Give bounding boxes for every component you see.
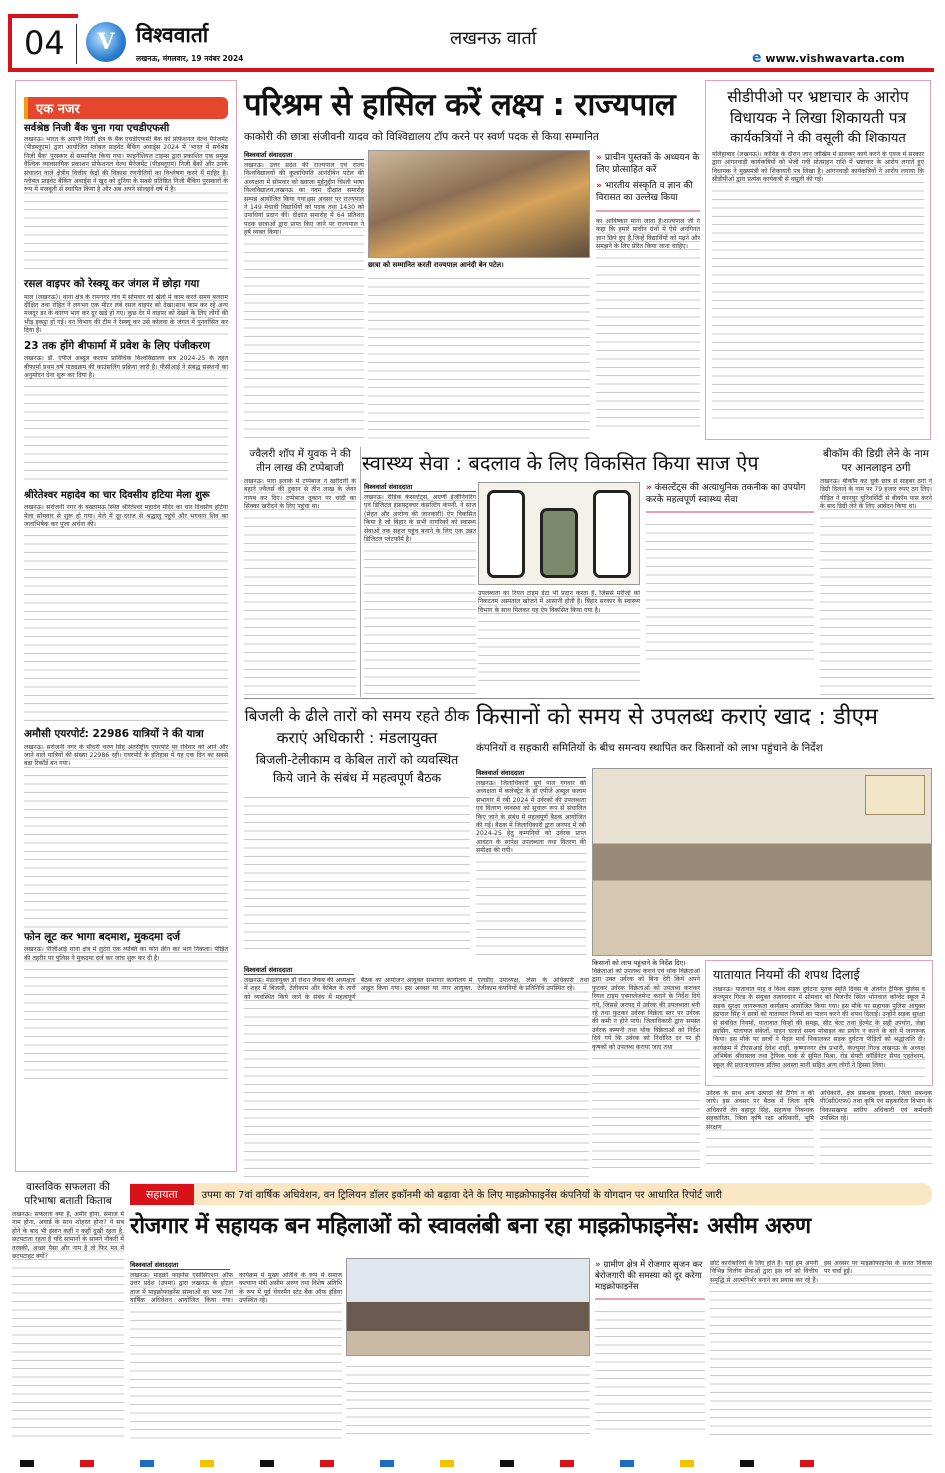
governor-photo xyxy=(368,150,590,258)
jewel-article xyxy=(244,447,356,696)
report-release-photo xyxy=(346,1258,590,1356)
logo-globe-icon: V xyxy=(86,22,126,62)
micro-tag: सहायता xyxy=(130,1184,194,1205)
article-title: अमौसी एयरपोर्ट: 22986 यात्रियों ने की यात्रा xyxy=(24,728,204,741)
dm-caption: किसानों को लाभ पहुंचाने के निर्देश दिए। xyxy=(592,959,686,967)
bullet-item: » प्राचीन पुस्तकों के अध्ययन के लिए प्रोत्साहित करें xyxy=(596,153,700,175)
micro-kicker-bar xyxy=(130,1183,932,1205)
bullet-item: » भारतीय संस्कृति व ज्ञान की विरासत का उल्लेख किया xyxy=(596,181,693,203)
chevron-icon: » xyxy=(596,153,602,163)
power-subhead: बिजली-टेलीकाम व केबिल तारों को व्यवस्थित किये जाने के संबंध में महत्वपूर्ण बैठक xyxy=(255,752,459,785)
app-headline: स्वास्थ्य सेवा : बदलाव के लिए विकसित किया साज ऐप xyxy=(362,451,759,475)
article-title: फोन लूट कर भागा बदमाश, मुकदमा दर्ज xyxy=(24,930,181,943)
page-number: 04 xyxy=(24,24,65,62)
phone-icon xyxy=(540,508,578,578)
micro-headline: रोजगार में सहायक बन महिलाओं को स्वावलंबी बना रहा माइक्रोफाइनेंस: असीम अरुण xyxy=(130,1213,811,1239)
power-body: लखनऊ। मंडलायुक्त डॉ रोशन जैकब की अध्यक्षता में शहर में बिजली, टेलीकाम और केबिल के तारों को व्यवस्थित किये जाने के संबंध में महत्वपूर्ण बैठक का आयोजन आयुक्त सभागार कार्यालय में आहूत किया गया। इस अवसर पर नगर आयुक्त, एलडीए उपाध्यक्ष, लेसा के अधिकारी तथा टेलीकाम कंपनियों के प्रतिनिधि उपस्थित रहे। xyxy=(244,977,589,1177)
app-body-right xyxy=(646,518,814,666)
app-body-2: उपलब्धता का रियल टाइम डेटा भी प्रदान करता है, जिससे मरीजों को निकटतम अस्पताल खोजने में आसानी होती है। बिहार सरकार के स्वास्थ्य विभाग के साथ मिलकर यह ऐप विकसित किया गया है। xyxy=(478,590,640,685)
dm-subhead: कंपनियों व सहकारी समितियों के बीच समन्वय स्थापित कर किसानों को लाभ पहुंचाने के निर्देश xyxy=(476,742,823,754)
article-body: लखनऊ। भारत के अग्रणी निजी क्षेत्र के बैंक एचडीएफसी बैंक को प्रोफेशनल वेल्थ मैनेजमेंट (पीडब्लूएम) द्वारा आयोजित ग्लोबल प्राइवेट बैंकिंग अवार्ड्स 2024 में 'भारत में सर्वश्रेष्ठ निजी बैंक' पुरस्कार से सम्मानित किया गया। फाइनेंशियल टाइम्स द्वारा प्रकाशित एक प्रमुख वैश्विक व्यावसायिक प्रकाशन प्रोफेशनल वेल्थ मैनेजमेंट (पीडब्लूएम) निजी बैंकों और उनके संचालन वाले क्षेत्रीय वित्तीय केंद्रों की विकास रणनीतियों का विश्लेषण करने में माहिर है। ग्लोबल प्राइवेट बैंकिंग अवार्ड्स ने खुद को दुनिया के सबसे प्रतिष्ठित निजी बैंकिंग पुरस्कारों के रूप में मजबूती से स्थापित किया है और अब अपने सोलहवें वर्ष में है। xyxy=(24,136,228,276)
bcom-headline: बीकॉम की डिग्री लेने के नाम पर आनलाइन ठगी xyxy=(822,448,930,474)
article-body: लखनऊ। डॉ. एपीजे अब्दुल कलाम प्राविधिक विश्वविद्यालय सत्र 2024-25 के तहत बीफार्मा प्रथम वर्ष पाठ्यक्रम की काउंसलिंग प्रक्रिया जारी है। पीसीआई ने संबद्ध संस्थानों का अनुमोदन देना शुरू कर दिया है। xyxy=(24,355,228,487)
lead-col1 xyxy=(244,150,364,440)
book-body: लखनऊ। सफलता क्या है, अमीर होना, समाज में नाम होना, अवार्ड के साथ शोहरत होना? ये सब होने के बाद भी इंसान कहीं न कहीं दुखी रहता है, छटपटाता रहता है यदि सामानों के सामने नौकरी में तरक्की, अच्छा पैसा और नाम है तो फिर मन में छटपटाहट क्यों? xyxy=(12,1211,124,1443)
phone-icon xyxy=(487,490,525,578)
dateline: लखनऊ, मंगलवार, 19 नवंबर 2024 xyxy=(136,54,244,63)
lead-headline: परिश्रम से हासिल करें लक्ष्य : राज्यपाल xyxy=(244,87,676,123)
micro-body-2: छोटे कारोबारियों के लिए होते हैं। यहां हम अपनी विभिन्न वित्तीय सेवाओं द्वारा इस वर्ग को वित्तीय समृद्धि से आत्मनिर्भर बनाने का प्रयास कर रहे हैं। इस अवसर पर माइक्रोफाइनेंस के सतत विकास पर चर्चा हुई। xyxy=(710,1260,932,1436)
power-col xyxy=(244,965,589,1177)
bullet-item: » कंसल्टेंट्स की अत्याधुनिक तकनीक का उपयोग करके महत्वपूर्ण स्वास्थ्य सेवा xyxy=(646,483,806,505)
lead-body: लखनऊ। उत्तर प्रदेश की राज्यपाल एवं राज्य विश्वविद्यालयों की कुलाधिपति आनंदीबेन पटेल की अध्यक्षता में सोमवार को ख्वाजा मुईनुद्दीन चिश्ती भाषा विश्वविद्यालय,लखनऊ का नवम दीक्षांत समारोह सम्पन्न आयोजित किया गया।इस अवसर पर राज्यपाल ने 149 मेधावी विद्यार्थियों को पदक तथा 1430 को उपाधियां प्रदान कीं। दीक्षांत समारोह में 64 प्रतिशत पदक छात्राओं द्वारा प्राप्त किए जाने पर राज्यपाल ने हर्ष व्यक्त किया। xyxy=(244,162,364,440)
jewel-headline: ज्वैलरी शॉप में युवक ने की तीन लाख की टप्पेबाजी xyxy=(249,448,351,474)
article-body: लखनऊ। सरोजनी नगर के बख्तामऊ स्थित श्रीरेतेश्वर महादेव मंदिर का चार दिवसीय हटिया मेला सोमवार से शुरू हो गया। मेले में दूर-दराज से श्रद्धालु पहुंचे और भगवान शिव का जलाभिषेक कर पूजा अर्चना की। xyxy=(24,504,228,726)
book-article xyxy=(12,1180,124,1443)
meeting-photo xyxy=(592,768,932,956)
lead-bullets xyxy=(596,152,700,433)
power-headline: बिजली के ढीले तारों को समय रहते ठीक कराएं अधिकारी : मंडलायुक्त xyxy=(244,707,470,747)
section-title: लखनऊ वार्ता xyxy=(450,28,537,49)
byline: विश्ववार्ता संवाददाता xyxy=(244,965,354,975)
bcom-body: लखनऊ। बीकॉम कर चुके छात्र से साइबर ठगों ने डिग्री दिलाने के नाम पर 79 हजार रुपए ठग लिए। पीड़ित ने कानपुर यूनिवर्सिटी से बीकॉम पास करने के बाद डिग्री लेने के लिए आवेदन किया था। xyxy=(820,478,932,696)
micro-body-mid xyxy=(346,1360,590,1436)
byline: विश्ववार्ता संवाददाता xyxy=(130,1260,230,1270)
dm-headline: किसानों को समय से उपलब्ध कराएं खाद : डीएम xyxy=(476,704,878,730)
article-body: लखनऊ। पीजीआई थाना क्षेत्र में लुटेरा एक व्यक्ति का फोन छीन कर भाग निकला। पीड़ित की तहरीर पर पुलिस ने मुकदमा दर्ज कर जांच शुरू कर दी है। xyxy=(24,946,228,1081)
paper-title: विश्ववार्ता xyxy=(136,23,209,47)
chevron-icon: » xyxy=(596,181,602,191)
website-url[interactable]: www.vishwavarta.com xyxy=(765,52,905,65)
micro-col1 xyxy=(130,1260,342,1444)
website[interactable] xyxy=(752,50,905,66)
cdpo-headline-2: विधायक ने लिखा शिकायती पत्र xyxy=(729,109,907,127)
byline: विश्ववार्ता संवाददाता xyxy=(476,768,586,778)
micro-right xyxy=(595,1260,705,1430)
app-body: लखनऊ। रीडिक कंसल्टेंट्स, अग्रणी इंजीनियरिंग एवं डिजिटल इंफ्रास्ट्रक्चर कंसल्टिंग कंपनी, ने साज (सेहत और आरोग्य की जानकारी) ऐप विकसित किया है जो बिहार के सभी नागरिकों को स्वास्थ्य सेवाओं तक सहज पहुंच बनाने के लिए एक उन्नत डिजिटल प्लेटफॉर्म है। xyxy=(364,494,476,696)
book-headline: वास्तविक सफलता की परिभाषा बताती किताब xyxy=(24,1181,112,1207)
traffic-headline: यातायात नियमों की शपथ दिलाई xyxy=(713,967,860,982)
ek-nazar-banner: एक नजर xyxy=(24,97,228,119)
app-col1 xyxy=(364,482,476,696)
dm-body: लखनऊ। जिलाधिकारी सूर्य पाल गंगवार की अध्यक्षता में कलेक्ट्रेट के डॉ एपीजे अब्दुल कलाम सभागार में रबी 2024 में उर्वरकों की उपलब्धता एवं वितरण व्यवस्था को सुचारू रूप से संचालित किए जाने के संबंध में महत्वपूर्ण बैठक आयोजित की गई। बैठक में जिलाधिकारी द्वारा जनपद में रबी 2024-25 हेतु कम्पनियों को उर्वरक प्राप्त आवंटन के सापेक्ष उपलब्धता तथा वितरण की समीक्षा की गयी। xyxy=(476,780,586,960)
divider xyxy=(360,447,361,697)
dm-body-4: अधिकारी, क्षेत्र प्रबन्धक इफको, जिला प्रबन्धक पी0सी0एफ0 तथा कृषि एवं सहकारिता विभाग के विकासखण्ड स्तरीय अधिकारी एवं कर्मचारी उपस्थित रहे। xyxy=(820,1090,932,1168)
browser-icon: e xyxy=(752,50,762,66)
lead-subhead: काकोरी की छात्रा संजीवनी यादव को विश्विद्यालय टॉप करने पर स्वर्ण पदक से किया सम्मानित xyxy=(244,131,599,143)
dm-col1 xyxy=(476,768,586,960)
dm-body-3: उर्वरक के साथ अन्य उत्पादों की टैगिंग न की जाये। इस अवसर पर बैठक में जिला कृषि अधिकारी तेग बहादुर सिंह, सहायक निबन्धक सहकारिता, जिला कृषि रक्षा अधिकारी, भूमि संरक्षण xyxy=(706,1090,814,1168)
power-body-top xyxy=(244,791,470,951)
cdpo-body: मलिहाबाद (लखनऊ)। कोविड के दौरान जान जोखिम में डालकर कार्य करने के एवज में सरकार द्वारा आंगनवाड़ी कार्यकत्रियों को भेजी गयी प्रोत्साहन राशि में भ्रष्टाचार के आरोप लगाते हुए विधायक ने मुख्यमंत्री को शिकायती पत्र लिखा है। आंगनवाड़ी कार्यकत्रियों ने आरोप लगाया कि सीडीपीओ द्वारा प्रत्येक कार्यकत्री से वसूली की गई। xyxy=(712,151,924,421)
chevron-icon: » xyxy=(646,483,652,493)
micro-body-right xyxy=(595,1305,705,1430)
chevron-icon: » xyxy=(595,1260,601,1270)
hall-sign xyxy=(865,775,925,815)
byline: विश्ववार्ता संवाददाता xyxy=(364,482,476,492)
divider xyxy=(244,698,934,699)
article-body: लखनऊ। सरोजनी नगर के चौधरी चरण सिंह अंतर्राष्ट्रीय एयरपोर्ट पर रविवार को आने और जाने वाले यात्रियों की संख्या 22986 रही। एयरपोर्ट के इतिहास में यह एक दिन का सबसे बड़ा रिकॉर्ड बन गया। xyxy=(24,744,228,929)
app-right xyxy=(646,482,814,666)
traffic-box xyxy=(705,960,933,1086)
photo-caption: छात्रा को सम्मानित करती राज्यपाल आनंदी बेन पटेल। xyxy=(368,261,504,269)
byline: विश्ववार्ता संवाददाता xyxy=(244,150,364,160)
article-title: सर्वश्रेष्ठ निजी बैंक चुना गया एचडीएफसी xyxy=(24,123,170,134)
lead-body-mid xyxy=(368,272,590,440)
article-body: माल (लखनऊ)। थाना क्षेत्र के रामनगर गांव में सोमवार को खेतों में काम करते समय बलराम दीक्षित तथा रोहित ने लगभग एक मीटर लंबे रसल वाइपर को देखा।साथ काम कर रहे अन्य मजदूर डर के कारण भाग कर दूर खड़े हो गए। कुछ देर में वाइपर को देखने के लिए लोगों की भीड़ इकट्ठा हो गई। वन विभाग की टीम ने रेस्क्यू कर उसे कोलवा के जंगल में पुनर्वासित कर दिया है। xyxy=(24,294,228,338)
traffic-body: लखनऊ। यातायात माह व विश्व सड़क दुर्घटना मृतक स्मृति दिवस के अंतर्गत ट्रैफिक पुलिस व कंज्यूमर गिल्ड के संयुक्त तत्वावधान में सोमवार को बिजनौर स्थित भोनवाल कॉन्वेंट स्कूल में सड़क सुरक्षा जागरूकता कार्यक्रम आयोजित किया गया। इस मौके पर सहायक पुलिस आयुक्त इंद्रपाल सिंह ने छात्रों को यातायात नियमों का पालन करने की शपथ दिलाई। उन्होंने सड़क सुरक्षा से संबंधित नियमों, यातायात चिन्हों की समझ, सीट बेल्ट तथा हेल्मेट के सही उपयोग, जेब्रा क्रासिंग, यातायात संकेतों, वाहन चलाते समय मोबाइल का प्रयोग न करने के बारे में जागरूक किया। इस मौके पर छात्रों ने पैदल मार्च निकालकर सड़क दुर्घटना पीड़ितों को श्रद्धांजलि दी। कार्यक्रम में टीएसआई देवेश शाही, कृष्णानगर क्षेत्र प्रभारी, कंज्यूमर गिल्ड लखनऊ के अध्यक्ष अभिषेक श्रीवास्तव तथा ट्रैफिक पार्क से सुमित मिश्रा, रोड सेफ्टी कॉर्डिनेटर सैयद एहतेशाम, स्कूल की प्रधानाध्यापक प्रतिमा अवस्ता मानी सहित अन्य लोगों ने हिस्सा लिया। xyxy=(713,986,925,1082)
article-title: श्रीरेतेश्वर महादेव का चार दिवसीय हटिया मेला शुरू xyxy=(24,490,210,502)
masthead-rule xyxy=(8,68,934,72)
cdpo-box xyxy=(705,80,931,440)
left-column xyxy=(15,80,237,1172)
jewel-body: लखनऊ। पारा इलाके में टप्पेबाज ने खरीदारी के बहाने ज्वैलर्स की दुकान से तीन लाख के जेवर गायब कर दिए। टप्पेबाज दुकान पर चांदी का सिक्का खरीदने के लिए पहुंचा था। xyxy=(244,478,356,696)
lead-body-right: का आविष्कार माना जाता है।राज्यपाल जी ने कहा कि हमारे प्राचीन ग्रंथों में ऐसे अनगिनत ज्ञान छिपे हुए हैं,जिन्हें विद्यार्थियों को पढ़ने और समझने के लिए प्रेरित किया जाना चाहिए। xyxy=(596,218,700,433)
app-screenshot xyxy=(478,482,640,585)
bullet-item: » ग्रामीण क्षेत्र में रोजगार सृजन कर बेरोजगारी की समस्या को दूर करेगा माइक्रोफाइनेंस xyxy=(595,1260,703,1292)
dm-body-2: विक्रेताओं को उपलब्ध कराने एवं थोक विक्रेताओं द्वारा उक्त उर्वरक को बिना देरी किये अपने फुटकर उर्वरक विक्रेताओं को उपलब्ध कराकर रियल टाइम एक्नालेजमेन्ट कराने के निर्देश दिये गये, जिससे जनपद में उर्वरक की उपलब्धता बनी रहे तथा फुटकर उर्वरक विक्रेता स्तर पर उर्वरक की कमी न होने पाये। जिलाधिकारी द्वारा समस्त उर्वरक कम्पनी तथा थोक विक्रेताओं को निर्देश दिये गये कि उर्वरक को निर्धारित दर पर ही कृषकों को उपलब्ध कराया जाए तथा xyxy=(592,968,700,1168)
power-article xyxy=(244,705,470,951)
cdpo-headline-1: सीडीपीओ पर भ्रष्टाचार के आरोप xyxy=(727,88,909,106)
article-title: रसल वाइपर को रेस्क्यू कर जंगल में छोड़ा गया xyxy=(24,278,200,290)
micro-body: लखनऊ। माइक्रो फाइनेंस एसोसिएशन ऑफ उत्तर प्रदेश (उपमा) द्वारा लखनऊ के होटल ताज में माइक्रोफाइनेंस संस्थाओं का भव्य 7वां वार्षिक अधिवेशन आयोजित किया गया। कार्यक्रम में मुख्य अतिथि के रूप में समाज कल्याण मंत्री असीम अरुण तथा विशेष अतिथि के रूप में पूर्व चेयरमैन स्टेट बैंक ऑफ इंडिया उपस्थित रहे। xyxy=(130,1272,342,1444)
micro-kicker: उपमा का 7वां वार्षिक अधिवेशन, वन ट्रिलियन डॉलर इकॉनमी को बढ़ावा देने के लिए माइक्रोफाइनेंस कंपनियों के योगदान पर आधारित रिपोर्ट जारी xyxy=(201,1190,723,1201)
article-title: 23 तक होंगे बीफार्मा में प्रवेश के लिए पंजीकरण xyxy=(24,339,211,352)
bcom-article xyxy=(820,447,932,696)
cdpo-subhead: कार्यकत्रियों ने की वसूली की शिकायत xyxy=(730,131,906,146)
phone-icon xyxy=(593,490,631,578)
color-registration-strip xyxy=(20,1452,930,1471)
vertical-divider xyxy=(76,24,77,64)
